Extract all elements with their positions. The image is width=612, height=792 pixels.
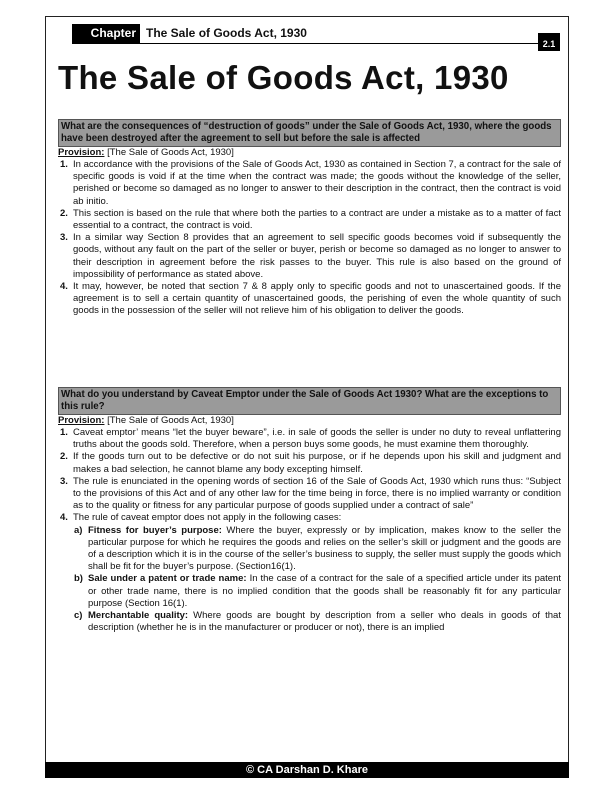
main-content: [58, 119, 561, 634]
item-text: It may, however, be noted that section 7 & 8 apply only to specific goods and not to unascertained goods. If the agreement is to sell a certain quantity of unascertained goods, the perishing of even the whole quantity of such goods in the possession of the seller will not relieve him of his obligation to deliver the goods.: [73, 281, 561, 317]
chapter-label: Chapter: [72, 24, 140, 43]
provision-text: [The Sale of Goods Act, 1930]: [104, 415, 234, 426]
item-text: If the goods turn out to be defective or do not suit his purpose, or if he depends upon his skill and judgment and makes a bad selection, he cannot blame any body excepting himself.: [73, 451, 561, 475]
item-text: In accordance with the provisions of the Sale of Goods Act, 1930 as contained in Section 7, a contract for the sale of specific goods is void if at the time when the contract was made; the goods without the knowledge of the seller, perished or become so damaged as no longer to answer to their description in the contract, then the contract is void ab initio.: [73, 159, 561, 207]
sub-points-list: [73, 525, 561, 635]
item-text: Caveat emptor’ means “let the buyer beware”, i.e. in sale of goods the seller is under no duty to reveal unflattering truths about the goods sold. Therefore, when a person buys some goods, he must examine them thoroughly.: [73, 427, 561, 451]
sub-item-letter: c): [74, 610, 83, 622]
item-number: 2.: [60, 207, 68, 219]
sub-list-item: [73, 573, 561, 610]
sub-item-text: Where the buyer, expressly or by implication, makes know to the seller the particular purpose for which he requires the goods and relies on the seller’s skill or judgment and the goods are of a description which it is in the course of the seller’s business to supply, the seller must supply the goods which shall be fit for the buyer’s purpose. (Section16(1).: [88, 524, 561, 573]
footer-copyright: © CA Darshan D. Khare: [45, 762, 569, 778]
sub-list-item: [73, 525, 561, 574]
section-caveat-emptor: [58, 387, 561, 634]
question-heading: What do you understand by Caveat Emptor under the Sale of Goods Act 1930? What are the exceptions to this rule?: [58, 387, 561, 415]
provision-line: [58, 147, 561, 159]
list-item: [58, 281, 561, 318]
item-text: In a similar way Section 8 provides that an agreement to sell specific goods becomes void if subsequently the goods, without any fault on the part of the seller or buyer, perish or become so damaged as no longer to answer to their description in agreement before the risk passes to the buyer. This rule is also based on the ground of impossibility of performance as stated above.: [73, 232, 561, 280]
section-destruction-of-goods: [58, 119, 561, 387]
sub-list-item: [73, 610, 561, 634]
chapter-title: The Sale of Goods Act, 1930: [146, 26, 307, 40]
points-list: [58, 159, 561, 318]
item-text: This section is based on the rule that where both the parties to a contract are under a mistake as to a matter of fact essential to a contract, the contract is void.: [73, 207, 561, 232]
points-list: [58, 427, 561, 634]
sub-item-heading: Fitness for buyer’s purpose:: [88, 524, 222, 536]
provision-label: Provision:: [58, 147, 105, 158]
list-item: [58, 427, 561, 451]
item-text: The rule is enunciated in the opening words of section 16 of the Sale of Goods Act, 1930 which runs thus: “Subject to the provisions of this Act and of any other law for the time being in force, there is no implied warranty or condition as to the quality or fitness for any particular purpose of goods supplied under a contract of sale”: [73, 475, 561, 512]
item-number: 2.: [60, 451, 68, 463]
question-heading: What are the consequences of “destruction of goods” under the Sale of Goods Act, 1930, where the goods have been destroyed after the agreement to sell but before the sale is affected: [58, 119, 561, 147]
sub-item-heading: Merchantable quality:: [88, 610, 189, 622]
list-item: [58, 159, 561, 208]
list-item: [58, 451, 561, 475]
item-number: 1.: [60, 159, 68, 170]
provision-text: [The Sale of Goods Act, 1930]: [104, 147, 234, 158]
item-number: 3.: [60, 232, 68, 244]
item-number: 3.: [60, 475, 68, 487]
chapter-header: [72, 24, 560, 44]
list-item: [58, 512, 561, 634]
list-item: [58, 476, 561, 513]
sub-item-text: In the case of a contract for the sale of a specified article under its patent or other trade name, there is no implied condition that the goods shall be reasonably fit for any particular purpose (Section 16(1).: [88, 573, 562, 609]
sub-item-letter: b): [74, 573, 83, 585]
sub-item-heading: Sale under a patent or trade name:: [88, 573, 247, 585]
sub-item-text: Where goods are bought by description from a seller who deals in goods of that description (whether he is in the manufacturer or producer or not), there is an implied: [88, 610, 561, 634]
list-item: [58, 208, 561, 232]
item-number: 4.: [60, 281, 68, 293]
page-title: The Sale of Goods Act, 1930: [58, 59, 509, 96]
item-number: 4.: [60, 512, 68, 524]
provision-line: [58, 415, 561, 427]
item-number: 1.: [60, 427, 68, 438]
list-item: [58, 232, 561, 281]
sub-item-letter: a): [74, 524, 83, 536]
provision-label: Provision:: [58, 415, 105, 426]
chapter-number-badge: 2.1: [538, 33, 560, 51]
item-text: The rule of caveat emptor does not apply in the following cases:: [73, 512, 342, 524]
